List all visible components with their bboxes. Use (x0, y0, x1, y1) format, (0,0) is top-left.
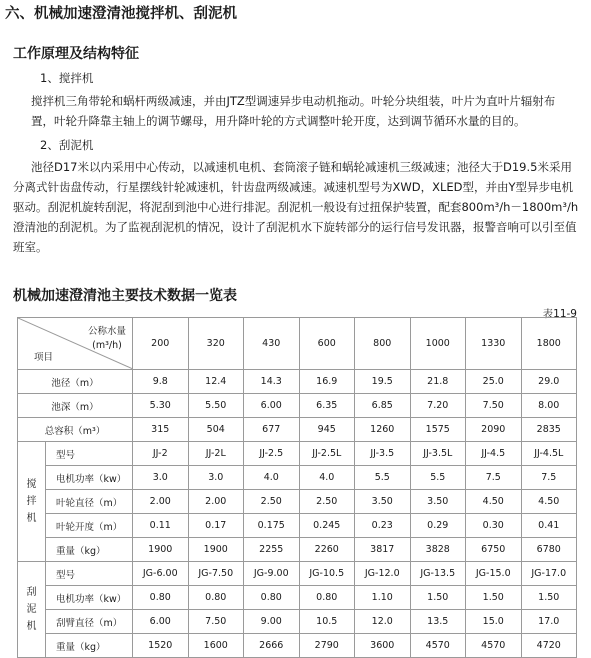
table-row (18, 466, 577, 490)
table-row (18, 562, 577, 586)
table-cell: 6.35 (299, 394, 355, 418)
table-cell: JG-10.5 (299, 562, 355, 586)
table-cell: 10.5 (299, 610, 355, 634)
table-cell: 2.00 (188, 490, 244, 514)
table-cell: 15.0 (466, 610, 522, 634)
capacity-cell: 430 (244, 318, 300, 370)
table-cell: 4570 (466, 634, 522, 658)
table-cell: 3828 (410, 538, 466, 562)
table-cell: JG-15.0 (466, 562, 522, 586)
capacity-cell: 600 (299, 318, 355, 370)
scraper-group-label: 刮 泥 机 (18, 562, 46, 658)
table-cell: 4570 (410, 634, 466, 658)
table-row (18, 514, 577, 538)
table-cell: 5.50 (188, 394, 244, 418)
header-capacity-text: 公称水量 (87, 326, 126, 337)
table-cell: 19.5 (355, 370, 411, 394)
table-cell: 2.00 (133, 490, 189, 514)
table-row (18, 370, 577, 394)
table-cell: 3.50 (355, 490, 411, 514)
table-number: 表11-9 (542, 308, 577, 320)
table-cell: 4720 (521, 634, 577, 658)
table-cell: 3.0 (133, 466, 189, 490)
table-cell: 16.9 (299, 370, 355, 394)
table-cell: 0.175 (244, 514, 300, 538)
row-label: 电机功率（kw） (46, 586, 133, 610)
table-cell: 12.4 (188, 370, 244, 394)
table-cell: 7.5 (521, 466, 577, 490)
table-cell: 5.30 (133, 394, 189, 418)
capacity-cell: 1800 (521, 318, 577, 370)
capacity-cell: 800 (355, 318, 411, 370)
table-cell: 2260 (299, 538, 355, 562)
table-cell: 4.50 (466, 490, 522, 514)
table-cell: JJ-2.5 (244, 442, 300, 466)
table-cell: 0.23 (355, 514, 411, 538)
table-cell: 315 (133, 418, 189, 442)
table-cell: JG-7.50 (188, 562, 244, 586)
table-cell: 1575 (410, 418, 466, 442)
table-cell: 0.80 (244, 586, 300, 610)
table-cell: 4.0 (299, 466, 355, 490)
row-label: 池深（m） (18, 394, 133, 418)
table-row (18, 610, 577, 634)
table-cell: 5.5 (355, 466, 411, 490)
table-cell: 1.50 (521, 586, 577, 610)
section-heading: 六、机械加速澄清池搅拌机、刮泥机 (5, 6, 237, 22)
table-cell: 1900 (188, 538, 244, 562)
table-cell: 7.20 (410, 394, 466, 418)
table-cell: 0.29 (410, 514, 466, 538)
table-row (18, 394, 577, 418)
table-cell: 29.0 (521, 370, 577, 394)
table-cell: 0.11 (133, 514, 189, 538)
table-cell: 4.50 (521, 490, 577, 514)
table-cell: 2790 (299, 634, 355, 658)
table-cell: 1600 (188, 634, 244, 658)
table-cell: 2.50 (299, 490, 355, 514)
table-cell: 25.0 (466, 370, 522, 394)
row-label: 电机功率（kw） (46, 466, 133, 490)
table-cell: 945 (299, 418, 355, 442)
header-capacity-unit: (m³/h) (92, 340, 122, 351)
table-cell: 7.50 (466, 394, 522, 418)
row-label: 重量（kg） (46, 538, 133, 562)
table-row (18, 538, 577, 562)
table-header-row (18, 318, 577, 370)
table-cell: 21.8 (410, 370, 466, 394)
capacity-cell: 1330 (466, 318, 522, 370)
table-cell: 6.85 (355, 394, 411, 418)
header-item-label: 项目 (34, 352, 54, 363)
table-cell: 12.0 (355, 610, 411, 634)
table-cell: 1260 (355, 418, 411, 442)
table-cell: JG-6.00 (133, 562, 189, 586)
table-cell: JJ-3.5L (410, 442, 466, 466)
table-row (18, 490, 577, 514)
table-row (18, 442, 577, 466)
header-capacity-label (88, 325, 126, 353)
table-cell: 2.50 (244, 490, 300, 514)
table-cell: 0.80 (188, 586, 244, 610)
table-cell: 7.50 (188, 610, 244, 634)
table-cell: 6780 (521, 538, 577, 562)
capacity-cell: 200 (133, 318, 189, 370)
table-cell: 1.50 (466, 586, 522, 610)
row-label: 型号 (46, 442, 133, 466)
table-cell: 13.5 (410, 610, 466, 634)
row-label: 重量（kg） (46, 634, 133, 658)
capacity-cell: 1000 (410, 318, 466, 370)
table-cell: 4.0 (244, 466, 300, 490)
table-cell: 0.17 (188, 514, 244, 538)
table-cell: 3.0 (188, 466, 244, 490)
stirrer-group-label: 搅 拌 机 (18, 442, 46, 562)
table-cell: 2255 (244, 538, 300, 562)
scraper-title: 2、刮泥机 (40, 138, 94, 152)
table-cell: 2835 (521, 418, 577, 442)
row-label: 刮臂直径（m） (46, 610, 133, 634)
table-cell: 6.00 (133, 610, 189, 634)
row-label: 总容积（m³） (18, 418, 133, 442)
table-cell: 3600 (355, 634, 411, 658)
row-label: 叶轮开度（m） (46, 514, 133, 538)
table-cell: JJ-2.5L (299, 442, 355, 466)
table-title: 机械加速澄清池主要技术数据一览表 (13, 288, 237, 304)
table-cell: 0.80 (133, 586, 189, 610)
subheading: 工作原理及结构特征 (13, 46, 139, 62)
table-cell: 5.5 (410, 466, 466, 490)
table-cell: 1520 (133, 634, 189, 658)
table-cell: 8.00 (521, 394, 577, 418)
table-cell: 7.5 (466, 466, 522, 490)
table-cell: JG-12.0 (355, 562, 411, 586)
table-cell: 9.8 (133, 370, 189, 394)
table-cell: 1.50 (410, 586, 466, 610)
table-cell: 0.30 (466, 514, 522, 538)
table-cell: 1900 (133, 538, 189, 562)
table-cell: 6750 (466, 538, 522, 562)
table-cell: 14.3 (244, 370, 300, 394)
table-row (18, 418, 577, 442)
table-row (18, 586, 577, 610)
table-cell: JG-17.0 (521, 562, 577, 586)
table-cell: 2666 (244, 634, 300, 658)
scraper-paragraph: 池径D17米以内采用中心传动，以减速机电机、套筒滚子链和蜗轮减速机三级减速；池径大于D19.5米采用分离式针齿盘传动，行星摆线针轮减速机，针齿盘两级减速。减速机型号为XWD，XLED型，并由Y型异步电机驱动。刮泥机旋转刮泥，将泥刮到池中心进行排泥。刮泥机一般设有过扭保护装置，配套800m³/h－1800m³/h澄清池的刮泥机。为了监视刮泥机的情况，设计了刮泥机水下旋转部分的运行信号发讯器，报警音响可以引至值班室。 (13, 160, 579, 254)
spec-table (17, 317, 577, 658)
table-cell: JG-9.00 (244, 562, 300, 586)
table-row (18, 634, 577, 658)
table-cell: 9.00 (244, 610, 300, 634)
table-cell: JJ-4.5L (521, 442, 577, 466)
table-cell: 3.50 (410, 490, 466, 514)
table-cell: 504 (188, 418, 244, 442)
table-cell: JG-13.5 (410, 562, 466, 586)
table-cell: 17.0 (521, 610, 577, 634)
table-cell: JJ-2 (133, 442, 189, 466)
capacity-cell: 320 (188, 318, 244, 370)
table-cell: 677 (244, 418, 300, 442)
table-cell: JJ-3.5 (355, 442, 411, 466)
stirrer-title: 1、搅拌机 (40, 71, 94, 85)
row-label: 型号 (46, 562, 133, 586)
table-cell: JJ-4.5 (466, 442, 522, 466)
table-header-diagonal-cell (18, 318, 133, 370)
table-cell: 3817 (355, 538, 411, 562)
table-cell: 0.41 (521, 514, 577, 538)
table-cell: 6.00 (244, 394, 300, 418)
table-cell: JJ-2L (188, 442, 244, 466)
table-cell: 0.245 (299, 514, 355, 538)
row-label: 池径（m） (18, 370, 133, 394)
stirrer-paragraph: 搅拌机三角带轮和蜗杆两级减速，并由JTZ型调速异步电动机拖动。叶轮分块组装，叶片为直叶片辐射布置，叶轮升降靠主轴上的调节螺母，用升降叶轮的方式调整叶轮开度，达到调节循环水量的目的。 (31, 94, 556, 128)
table-cell: 1.10 (355, 586, 411, 610)
table-cell: 2090 (466, 418, 522, 442)
table-cell: 0.80 (299, 586, 355, 610)
row-label: 叶轮直径（m） (46, 490, 133, 514)
